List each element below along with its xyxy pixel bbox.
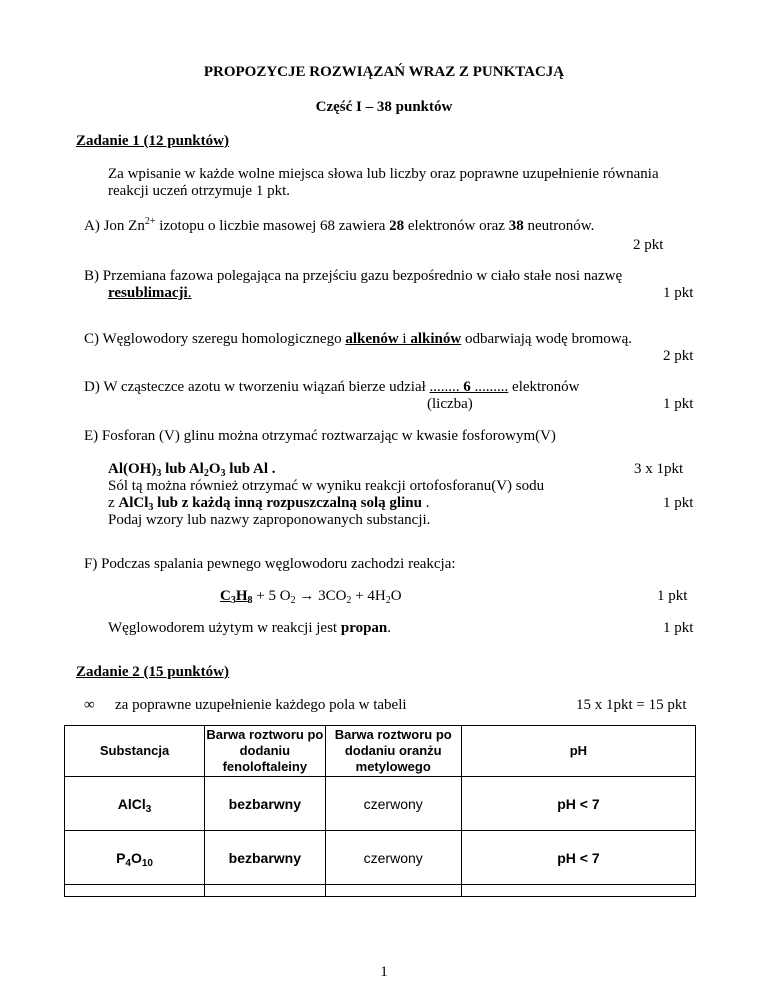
cell-empty bbox=[325, 885, 461, 897]
item-c-points: 2 pkt bbox=[663, 348, 694, 364]
formula: lub Al . bbox=[225, 461, 276, 477]
subscript: 8 bbox=[247, 595, 253, 606]
text: elektronów oraz bbox=[404, 218, 509, 234]
answer-aluminium-salt: lub z każdą inną rozpuszczalną solą glinu bbox=[153, 495, 422, 511]
subscript: 3 bbox=[220, 468, 226, 479]
cell-methyl-orange: czerwony bbox=[325, 831, 461, 885]
item-c bbox=[84, 331, 632, 348]
item-e-line2: Sól tą można również otrzymać w wyniku reakcji ortofosforanu(V) sodu bbox=[108, 478, 545, 494]
item-letter: B) bbox=[84, 268, 99, 284]
header-methyl-orange: Barwa roztworu po dodaniu oranżu metylowego bbox=[325, 726, 461, 777]
table-row bbox=[65, 831, 696, 885]
header-ph: pH bbox=[461, 726, 695, 777]
header-substance: Substancja bbox=[65, 726, 205, 777]
item-letter: A) bbox=[84, 218, 100, 234]
table-header-row bbox=[65, 726, 696, 777]
text: Przemiana fazowa polegająca na przejściu gazu bezpośrednio w ciało stałe nosi nazwę bbox=[102, 268, 623, 284]
item-e-points-2: 1 pkt bbox=[663, 495, 694, 511]
formula: P bbox=[116, 849, 126, 866]
cell-phenolphthalein: bezbarwny bbox=[205, 831, 326, 885]
text: . bbox=[187, 285, 192, 301]
text: + 4H bbox=[351, 588, 386, 604]
formula: Al(OH) bbox=[108, 461, 157, 477]
subscript: 2 bbox=[385, 595, 391, 606]
cell-empty bbox=[205, 885, 326, 897]
item-letter: D) bbox=[84, 379, 100, 395]
item-letter: F) bbox=[84, 556, 98, 572]
item-f-points-2: 1 pkt bbox=[663, 620, 694, 636]
answer-electrons: 28 bbox=[389, 218, 405, 234]
cell-substance bbox=[65, 777, 205, 831]
page-number: 1 bbox=[380, 964, 388, 980]
text: Podczas spalania pewnego węglowodoru zachodzi reakcja: bbox=[101, 556, 456, 572]
answer-propane: propan bbox=[340, 620, 388, 636]
formula: lub Al bbox=[161, 461, 204, 477]
answer-alcl3: AlCl bbox=[118, 495, 149, 511]
header-phenolphthalein: Barwa roztworu po dodaniu fenoloftaleiny bbox=[205, 726, 326, 777]
task2-points: 15 x 1pkt = 15 pkt bbox=[576, 697, 687, 713]
item-d-hint: (liczba) bbox=[427, 396, 473, 412]
text: i bbox=[398, 331, 411, 347]
table-row bbox=[65, 777, 696, 831]
item-e-answer-formulas bbox=[108, 461, 276, 478]
subscript: 4 bbox=[125, 857, 131, 869]
table-row-empty bbox=[65, 885, 696, 897]
subscript: 2 bbox=[346, 595, 352, 606]
item-e-points-1: 3 x 1pkt bbox=[634, 461, 684, 477]
item-d bbox=[84, 379, 580, 396]
formula: O bbox=[130, 849, 142, 866]
cell-ph: pH < 7 bbox=[461, 777, 695, 831]
cell-empty bbox=[461, 885, 695, 897]
subscript: 3 bbox=[156, 468, 162, 479]
text: Fosforan (V) glinu można otrzymać roztwarzając w kwasie fosforowym(V) bbox=[101, 428, 556, 444]
text: elektronów bbox=[508, 379, 580, 395]
subscript: 3 bbox=[148, 502, 154, 513]
item-a bbox=[84, 218, 594, 235]
text: Węglowodory szeregu homologicznego bbox=[102, 331, 346, 347]
text: Jon Zn bbox=[103, 218, 145, 234]
formula: AlCl bbox=[117, 795, 146, 812]
cell-methyl-orange: czerwony bbox=[325, 777, 461, 831]
answer-alkenes: alkenów bbox=[345, 331, 399, 347]
item-f-points-1: 1 pkt bbox=[657, 588, 688, 604]
bullet-icon: ∞ bbox=[84, 697, 95, 713]
item-letter: C) bbox=[84, 331, 99, 347]
subscript: 2 bbox=[203, 468, 209, 479]
answer-resublimation: resublimacji bbox=[108, 285, 188, 301]
text: izotopu o liczbie masowej 68 zawiera bbox=[155, 218, 390, 234]
subscript: 2 bbox=[290, 595, 296, 606]
subscript: 10 bbox=[141, 857, 153, 869]
text: z bbox=[108, 495, 119, 511]
text: neutronów. bbox=[523, 218, 595, 234]
cell-ph: pH < 7 bbox=[461, 831, 695, 885]
text: W cząsteczce azotu w tworzeniu wiązań bierze udział bbox=[103, 379, 430, 395]
formula: O bbox=[208, 461, 221, 477]
item-e-line3 bbox=[108, 495, 429, 512]
item-e bbox=[84, 428, 556, 445]
answer-table bbox=[64, 725, 696, 897]
text: Węglowodorem użytym w reakcji jest bbox=[108, 620, 341, 636]
text: . bbox=[387, 620, 392, 636]
item-b bbox=[84, 268, 622, 285]
text: . bbox=[421, 495, 430, 511]
subscript: 3 bbox=[230, 595, 236, 606]
cell-substance bbox=[65, 831, 205, 885]
subscript: 3 bbox=[145, 803, 152, 815]
answer-electron-count: 6 bbox=[459, 379, 475, 395]
cell-phenolphthalein: bezbarwny bbox=[205, 777, 326, 831]
task1-intro-line1: Za wpisanie w każde wolne miejsca słowa lub liczby oraz poprawne uzupełnienie równania bbox=[108, 166, 659, 182]
answer-formula: C bbox=[220, 588, 231, 604]
item-f bbox=[84, 556, 456, 573]
item-d-points: 1 pkt bbox=[663, 396, 694, 412]
superscript: 2+ bbox=[144, 216, 156, 227]
blank: ........ bbox=[429, 379, 460, 395]
document-title: PROPOZYCJE ROZWIĄZAŃ WRAZ Z PUNKTACJĄ bbox=[203, 64, 565, 80]
answer-alkynes: alkinów bbox=[410, 331, 462, 347]
item-b-answer-line bbox=[108, 285, 191, 302]
item-e-line4: Podaj wzory lub nazwy zaproponowanych substancji. bbox=[108, 512, 431, 528]
item-f-reaction bbox=[220, 588, 402, 605]
item-b-points: 1 pkt bbox=[663, 285, 694, 301]
task1-intro-line2: reakcji uczeń otrzymuje 1 pkt. bbox=[108, 183, 291, 199]
blank: ......... bbox=[474, 379, 509, 395]
item-a-points: 2 pkt bbox=[633, 237, 664, 253]
task2-bullet-text: za poprawne uzupełnienie każdego pola w tabeli bbox=[115, 697, 407, 713]
text: O bbox=[390, 588, 402, 604]
answer-formula: H bbox=[235, 588, 248, 604]
text: → 3CO bbox=[295, 588, 347, 604]
text: odbarwiają wodę bromową. bbox=[461, 331, 632, 347]
task1-heading: Zadanie 1 (12 punktów) bbox=[76, 133, 229, 149]
cell-empty bbox=[65, 885, 205, 897]
task2-heading: Zadanie 2 (15 punktów) bbox=[76, 664, 229, 680]
part-heading: Część I – 38 punktów bbox=[315, 99, 453, 115]
answer-neutrons: 38 bbox=[508, 218, 524, 234]
item-f-line2 bbox=[108, 620, 391, 637]
text: + 5 O bbox=[252, 588, 291, 604]
item-letter: E) bbox=[84, 428, 99, 444]
